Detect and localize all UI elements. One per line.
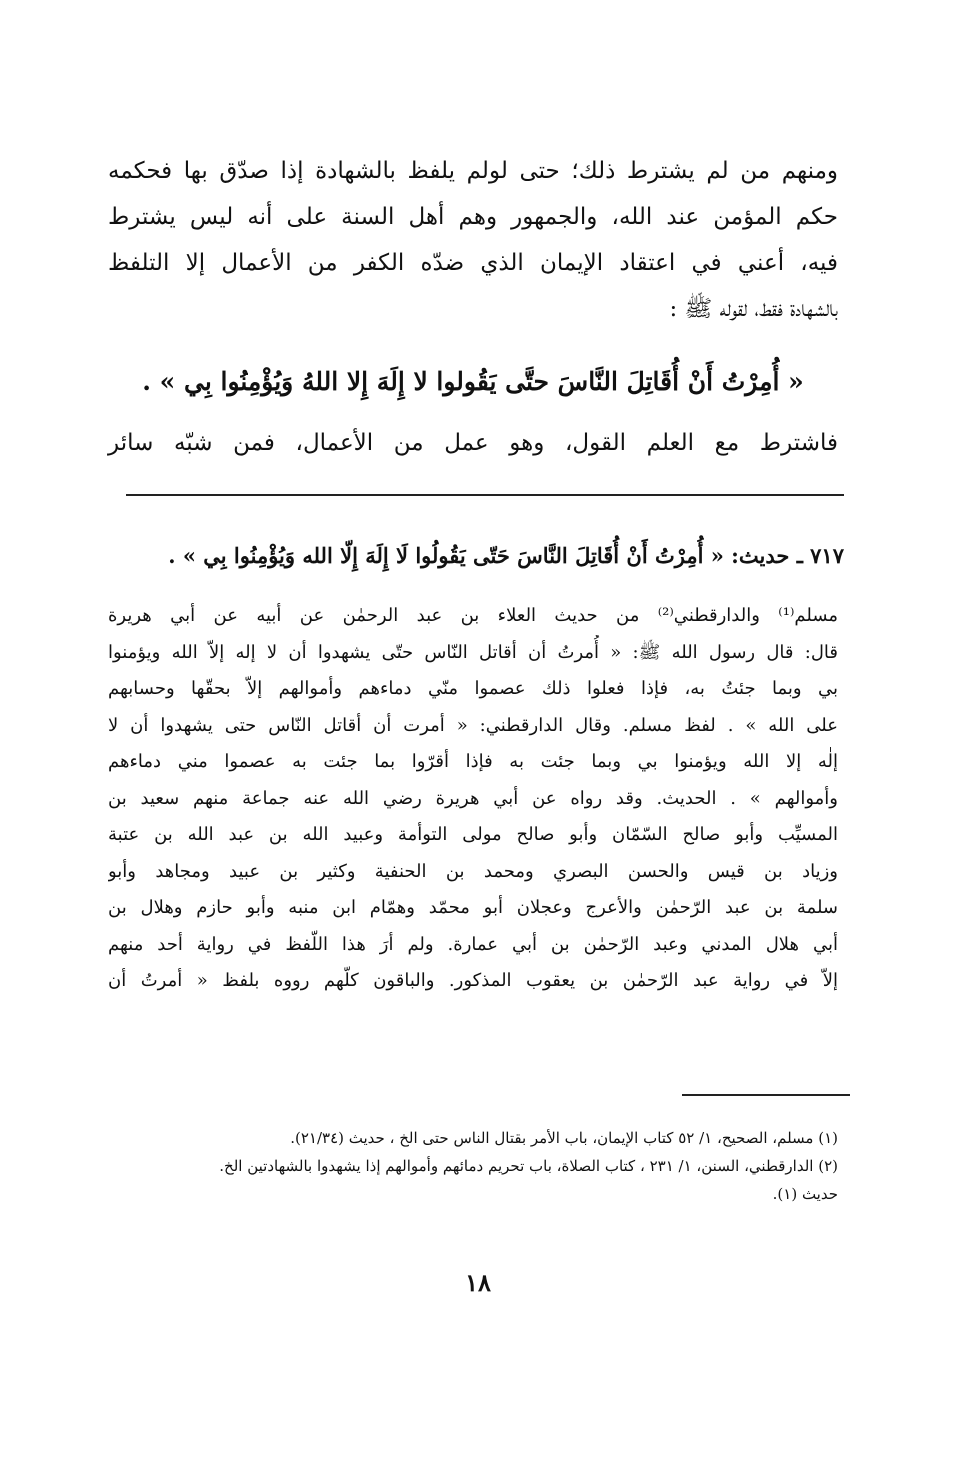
commentary-line: المسيِّب وأبو صالح السّمّان وأبو صالح مولى التوأمة وعبيد الله بن عبد الله بن عتبة (108, 824, 838, 845)
commentary-text (108, 598, 838, 1000)
hadith-quote: « أُمِرْتُ أَنْ أُقَاتِلَ النَّاسَ حتَّى يَقُولوا لا إِلَهَ إِلا اللهُ وَيُؤْمِنُوا بِي » . (142, 367, 804, 396)
main-text (108, 148, 838, 332)
main-text-line: بالشهادة فقط، لقوله ﷺ : (669, 296, 838, 322)
continuation-text: فاشترط مع العلم القول، وهو عمل من الأعمال، فمن شبّه سائر (108, 430, 838, 456)
hadith-heading: ٧١٧ ـ حديث: « أُمِرْتُ أَنْ أُقَاتِلَ النَّاسَ حَتّى يَقُولُوا لَا إِلَهَ إِلّا الله وَيُؤْمِنُوا بِي » . (168, 543, 844, 568)
commentary-line: وزياد بن قيس والحسن البصري ومحمد بن الحنفية وكثير بن عبيد ومجاهد وأبو (108, 860, 838, 882)
page-number: ١٨ (465, 1268, 491, 1297)
footnote-2: (٢) الدارقطني، السنن، ١/ ٢٣١ ، كتاب الصلاة، باب تحريم دمائهم وأموالهم إذا يشهدوا بالشهادتين الخ. (219, 1157, 838, 1175)
footnote-1: (١) مسلم، الصحيح، ١/ ٥٢ كتاب الإيمان، باب الأمر بقتال الناس حتى الخ ، حديث (٢١/٣٤). (290, 1129, 838, 1147)
commentary-line: إلاّ في رواية عبد الرّحمٰن بن يعقوب المذكور. والباقون كلّهم رووه بلفظ « أمرتُ أن (108, 970, 838, 991)
main-text-line: فيه، أعني في اعتقاد الإيمان الذي ضدّه الكفر من الأعمال إلا التلفظ (108, 250, 838, 276)
commentary-line: وأموالهم » . الحديث. وقد رواه عن أبي هريرة رضي الله عنه جماعة منهم سعيد بن (108, 787, 838, 809)
commentary-line: قال: قال رسول الله ﷺ: « أُمرتُ أن أقاتل النّاس حتّى يشهدوا أن لا إله إلاّ الله ويؤمنوا (108, 641, 838, 663)
commentary-line: سلمة بن عبد الرّحمٰن والأعرج وعجلان أبو محمّد وهمّام ابن منبه وأبو حازم وهلال بن (108, 897, 838, 918)
footnotes (108, 1124, 838, 1208)
commentary-line: على الله » . لفظ مسلم. وقال الدارقطني: « أمرت أن أقاتل النّاس حتى يشهدوا أن لا (108, 714, 838, 736)
commentary-line: بي وبما جئتُ به، فإذا فعلوا ذلك عصموا منّي دماءهم وأموالهم إلاّ بحقّها وحسابهم (108, 678, 838, 699)
continuation-line (108, 420, 838, 466)
section-separator (126, 494, 844, 496)
footnote-separator (682, 1094, 850, 1096)
footnote-2-continuation: حديث (١). (772, 1185, 838, 1203)
main-text-line: حكم المؤمن عند الله، والجمهور وهم أهل السنة على أنه ليس يشترط (108, 204, 838, 230)
commentary-line: إلٰه إلا الله ويؤمنوا بي وبما جئت به فإذا أقرّوا بما جئت به عصموا مني دماءهم (108, 751, 838, 772)
commentary-line: مسلم⁽¹⁾ والدارقطني⁽²⁾ من حديث العلاء بن عبد الرحمٰن عن أبيه عن أبي هريرة (108, 605, 838, 626)
commentary-line: أبي هلال المدني وعبد الرّحمٰن بن أبي عمارة. ولم أرَ هذا اللّفظ في رواية أحد منهم (108, 933, 838, 955)
main-text-line: ومنهم من لم يشترط ذلك؛ حتى لولم يلفظ بالشهادة إذا صدّق بها فحكمه (108, 158, 838, 184)
